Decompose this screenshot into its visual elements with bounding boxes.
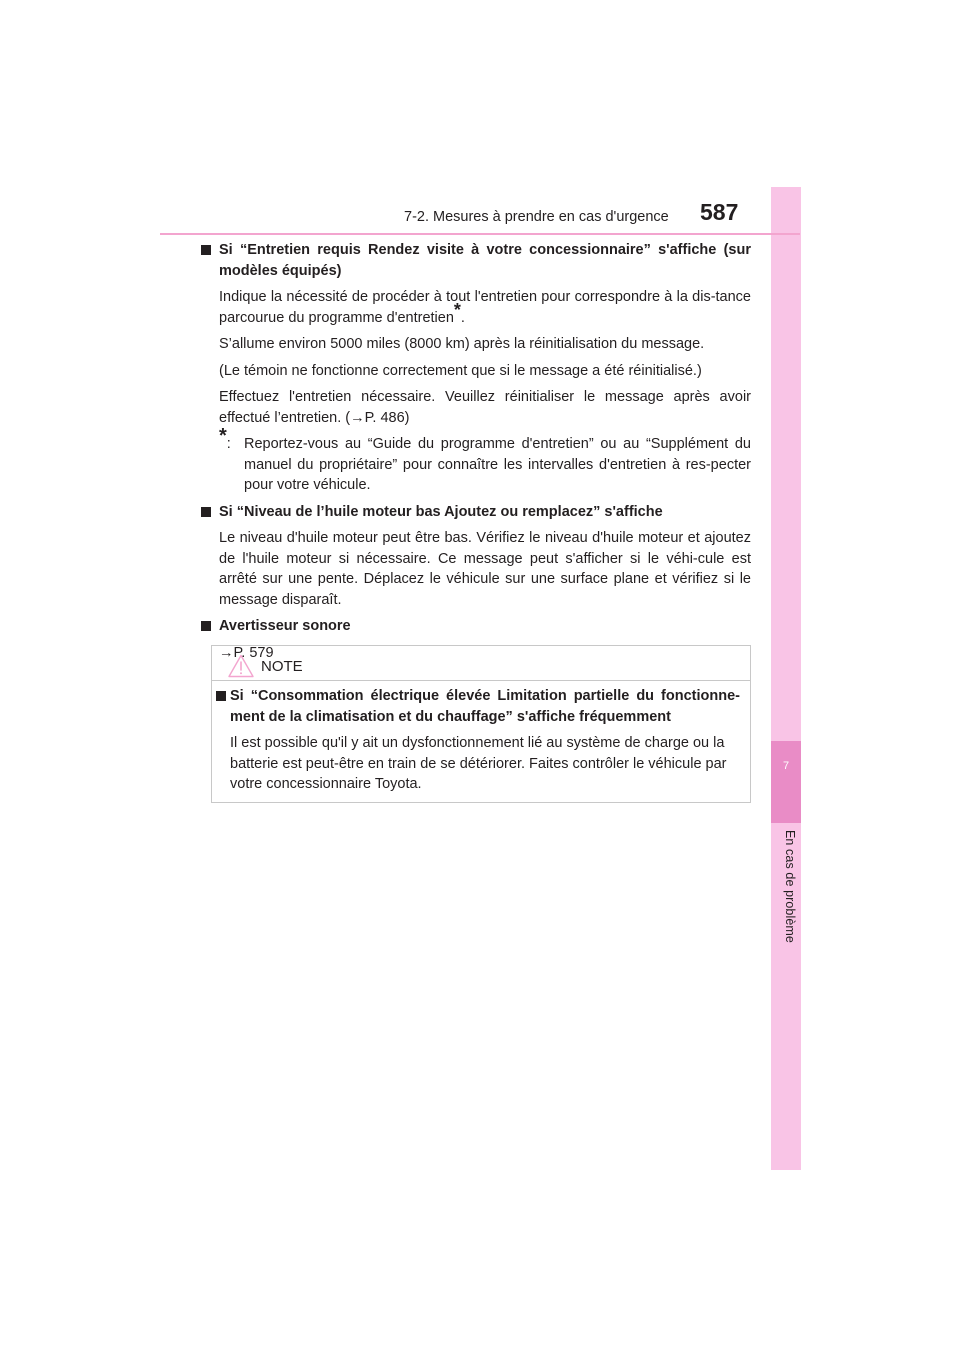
footnote-mark [219, 425, 231, 455]
warning-triangle-icon [228, 654, 254, 678]
paragraph-text: Indique la nécessité de procéder à tout l'entretien pour correspondre à la dis-tance parcourue du programme d'entretien [219, 289, 751, 326]
square-bullet-icon [201, 245, 211, 255]
square-bullet-icon [201, 621, 211, 631]
note-content [220, 686, 740, 801]
asterisk-mark: * [453, 299, 461, 320]
section-heading [211, 240, 751, 281]
page-reference-link[interactable]: →P. 579 [219, 644, 274, 661]
note-title: NOTE [261, 657, 303, 675]
period: . [460, 309, 465, 326]
section-maintenance [211, 240, 751, 496]
footnote-colon: : [226, 436, 231, 452]
main-content [211, 240, 751, 669]
section-heading [211, 502, 751, 523]
chapter-number: 7 [782, 760, 790, 772]
paragraph: (Le témoin ne fonctionne correctement que si le message a été réinitialisé.) [219, 362, 702, 379]
note-heading [220, 686, 740, 727]
section-heading [211, 616, 751, 637]
footnote [211, 425, 751, 496]
square-bullet-icon [201, 507, 211, 517]
paragraph: Le niveau d'huile moteur peut être bas. Vérifiez le niveau d'huile moteur et ajoutez de l'huile moteur si nécessaire. Ce message peut s'afficher si le véhi-cule est arrêté sur une pente. Déplacez le véhicule sur une surface plane et vérifiez si le message disparaît. [219, 530, 751, 608]
heading-text: Si “Niveau de l’huile moteur bas Ajoutez ou remplacez” s'affiche [219, 503, 663, 520]
asterisk-mark: * [219, 425, 227, 448]
chapter-number-box [771, 741, 801, 823]
chapter-title: En cas de problème [783, 830, 797, 943]
header-section-title: 7-2. Mesures à prendre en cas d'urgence [404, 209, 669, 225]
note-heading-text: Si “Consommation électrique élevée Limitation partielle du fonctionne-ment de la climatisation et du chauffage” s'affiche fréquemment [230, 688, 740, 725]
paragraph: S’allume environ 5000 miles (8000 km) après la réinitialisation du message. [219, 336, 705, 352]
square-bullet-icon [216, 691, 226, 701]
note-box [211, 645, 751, 803]
note-header [228, 652, 303, 680]
heading-text: Si “Entretien requis Rendez visite à votre concessionnaire” s'affiche (sur modèles équipés) [219, 242, 751, 279]
footnote-text: Reportez-vous au “Guide du programme d'entretien” ou au “Supplément du manuel du propriétaire” pour connaître les intervalles d'entretien à res-pecter pour votre véhicule. [244, 436, 751, 493]
side-chapter-tab [771, 187, 801, 1170]
note-divider [212, 680, 750, 681]
heading-text: Avertisseur sonore [219, 618, 351, 634]
page-number: 587 [700, 199, 739, 225]
paragraph [211, 287, 751, 328]
paragraph: Effectuez l'entretien nécessaire. Veuillez réinitialiser le message après avoir effectué l’entretien. (→P. 486) [219, 389, 751, 426]
header-rule [160, 233, 800, 235]
note-text: Il est possible qu'il y ait un dysfonctionnement lié au système de charge ou la batterie est peut-être en train de se détériorer. Faites contrôler le véhicule par votre concessionnaire Toyota. [230, 735, 727, 792]
section-oil-level [211, 502, 751, 611]
